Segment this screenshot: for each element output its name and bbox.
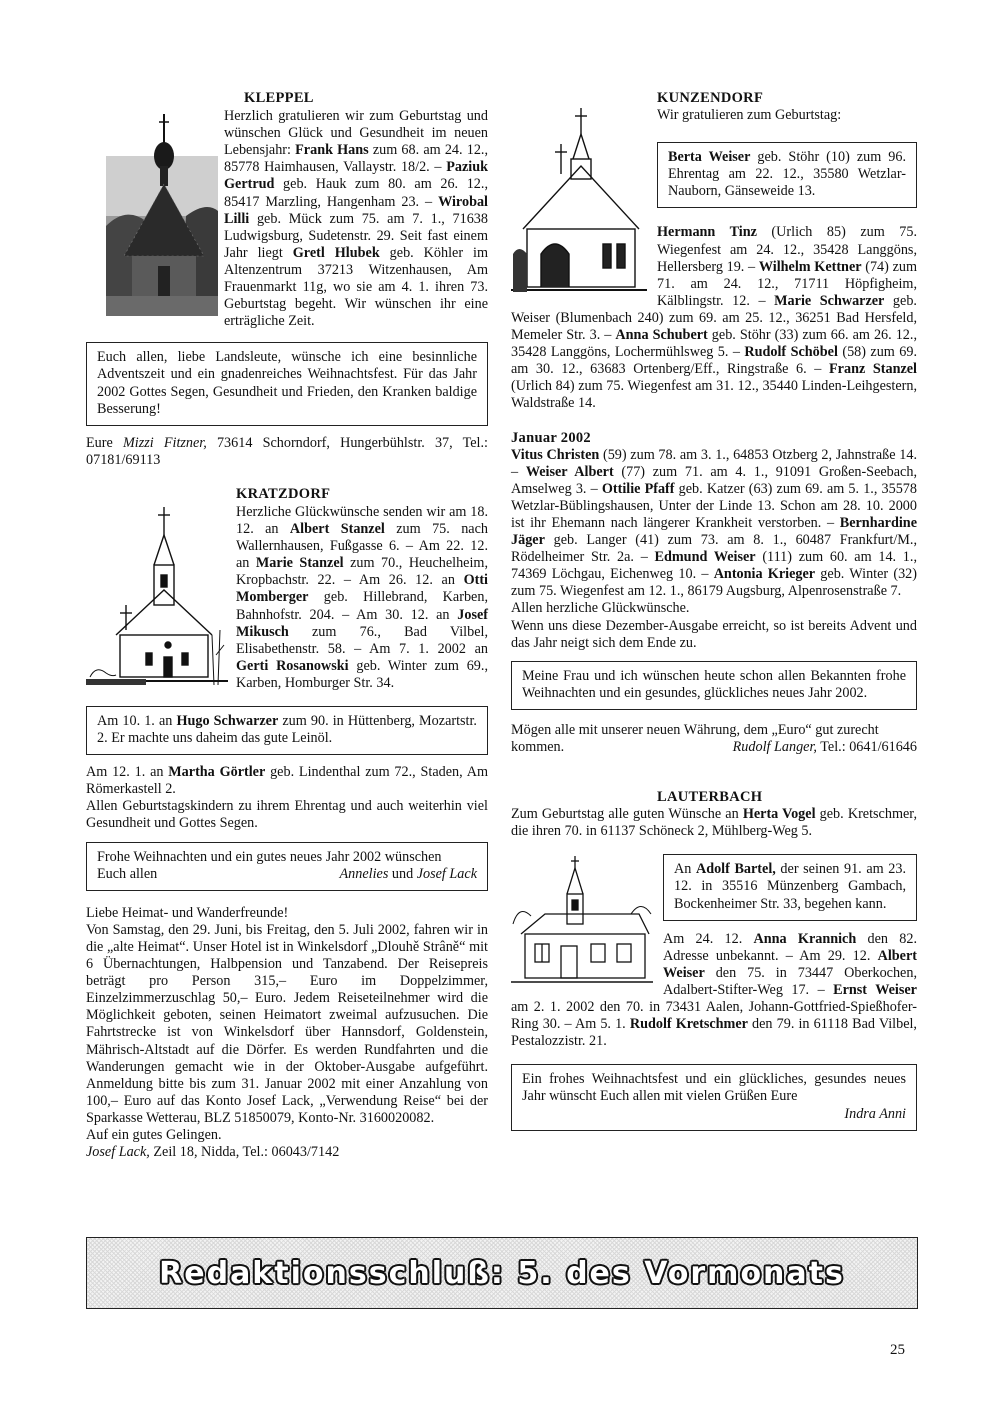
name-otti-momberger: Otti Momberger xyxy=(236,572,488,606)
kleppel-greeting-box: Euch allen, liebe Landsleute, wünsche ich eine besinnliche Adventszeit und ein gnadenreiches Weihnachtsfest. Für das Jahr 2002 Gottes Segen, Gesundheit und Frieden, den Kranken baldige Besserung! xyxy=(86,342,488,425)
name-wirobal-lilli: Wirobal Lilli xyxy=(224,193,488,227)
trip-signature: Josef Lack, Zeil 18, Nidda, Tel.: 06043/7142 xyxy=(86,1144,340,1161)
kratzdorf-blessing: Allen Geburtstagskindern zu ihrem Ehrentag und auch weiterhin viel Gesundheit und Gottes Segen. xyxy=(86,798,488,832)
section-lauterbach xyxy=(511,789,917,1131)
januar-signature: kommen. Rudolf Langer, Tel.: 0641/61646 xyxy=(511,739,917,755)
kunzendorf-berta-box: Berta Weiser geb. Stöhr (10) zum 96. Ehrentag am 22. 12., 35580 Wetzlar-Nauborn, Gänseweide 13. xyxy=(657,142,917,208)
heading-lauterbach: LAUTERBACH xyxy=(657,789,763,806)
januar-wishes: Allen herzliche Glückwünsche. xyxy=(511,600,690,617)
page-number: 25 xyxy=(890,1342,905,1358)
left-column xyxy=(86,90,488,1161)
name-marie-schwarzer: Marie Schwarzer xyxy=(774,292,885,309)
name-albert-weiser: Albert Weiser xyxy=(663,947,917,981)
kratzdorf-text: Herzliche Glückwünsche senden wir am 18. 12. an Albert Stanzel zum 75. nach Wallernhausen, Fußgasse 6. – Am 22. 12. an Marie Stanzel zum 70., Heuchelheim, Kropbachstr. 22. – Am 26. 12. an Otti Momberger geb. Hillebrand, Karben, Bahnhofstr. 204. – Am 30. 12. an Josef Mikusch zum 76., Bad Vilbel, Elisabethenstr. 58. – Am 7. 1. 2002 an Gerti Rosanowski geb. Winter zum 69., Karben, Homburger Str. 34. xyxy=(236,503,488,691)
name-marie-stanzel: Marie Stanzel xyxy=(255,555,344,572)
name-antonia-krieger: Antonia Krieger xyxy=(713,566,816,583)
kleppel-signature: Eure Mizzi Fitzner, 73614 Schorndorf, Hungerbühlstr. 37, Tel.: 07181/69113 xyxy=(86,434,488,468)
heading-kunzendorf: KUNZENDORF xyxy=(657,90,764,106)
section-januar xyxy=(511,430,917,757)
januar-euro: Mögen alle mit unserer neuen Währung, dem „Euro“ gut zurecht xyxy=(511,721,879,738)
name-albert-stanzel: Albert Stanzel xyxy=(289,521,385,538)
januar-text: Vitus Christen (59) zum 78. am 3. 1., 64853 Otzberg 2, Jahnstraße 14. – Weiser Albert (77) zum 71. am 4. 1., 91091 Großen-Seebach, Amselweg 3. – Ottilie Pfaff geb. Katzer (63) zum 69. am 5. 1., 35578 Wetzlar-Büblingshausen, Unter der Linde 13. Schon am 28. 10. 2000 ist ihr Ehemann nach längerer Krankheit verstorben. – Bernhardine Jäger geb. Langer (41) zum 73. am 8. 1., 60487 Frankfurt/M., Rödelheimer Str. 2a. – Edmund Weiser (111) zum 60. am 14. 1., 74369 Löchgau, Eichenweg 10. – Antonia Krieger geb. Winter (32) zum 75. Wiegenfest am 12. 1., 86179 Augsburg, Alpenrosenstraße 7. xyxy=(511,446,917,600)
trip-greeting: Liebe Heimat- und Wanderfreunde! xyxy=(86,904,289,921)
name-rudolf-schoebel: Rudolf Schöbel xyxy=(744,344,838,361)
right-column xyxy=(511,90,917,1131)
section-kunzendorf xyxy=(511,90,917,413)
trip-body: Von Samstag, den 29. Juni, bis Freitag, den 5. Juli 2002, fahren wir in die „alte Heimat“. Unser Hotel ist in Winkelsdorf „Dlouhě Strâně“ mit 6 Übernachtungen, Halbpension und Tanzabend. Der Reisepreis beträgt pro Person 315,– Euro im Doppelzimmer, Einzelzimmerzuschlag 50,– Euro. Jedem Reiseteilnehmer wird die Möglichkeit geboten, seinen Heimatort zweimal aufzusuchen. Die Fahrtstrecke ist von Winkelsdorf über Hannsdorf, Goldenstein, Mährisch-Altstadt auf die Dörfer. Es werden Rundfahrten und die Wanderungen gemacht wie in der Oktober-Ausgabe aufgeführt. Anmeldung bitte bis zum 31. Januar 2002 mit einer Anzahlung von 100,– Euro auf das Konto Josef Lack, „Verwendung Reise“ bei der Sparkasse Wetterau, BLZ 51850079, Konto-Nr. 3160020082. xyxy=(86,921,488,1126)
name-paziuk-gertrud: Paziuk Gertrud xyxy=(224,159,488,193)
heading-januar: Januar 2002 xyxy=(511,429,591,446)
name-josef-mikusch: Josef Mikusch xyxy=(236,606,488,640)
lauterbach-box-signature: Indra Anni xyxy=(844,1105,906,1122)
kleppel-church-photo xyxy=(106,106,218,316)
kratzdorf-church-drawing xyxy=(86,505,228,685)
lauterbach-adolf-box: An Adolf Bartel, der seinen 91. am 23. 12. in 35516 Münzenberg Gambach, Bockenheimer Str. 33, begehen kann. xyxy=(663,854,917,920)
name-gerti-rosanowski: Gerti Rosanowski xyxy=(236,657,349,674)
name-wilhelm-kettner: Wilhelm Kettner xyxy=(758,258,862,275)
name-anna-schubert: Anna Schubert xyxy=(615,327,708,344)
name-franz-stanzel: Franz Stanzel xyxy=(829,361,917,378)
name-hermann-tinz: Hermann Tinz xyxy=(657,224,757,241)
name-rudolf-kretschmer: Rudolf Kretschmer xyxy=(629,1016,748,1033)
kunzendorf-intro: Wir gratulieren zum Geburtstag: xyxy=(657,107,842,124)
name-anna-krannich: Anna Krannich xyxy=(753,930,857,947)
name-adolf-bartel: Adolf Bartel, xyxy=(695,861,776,878)
heading-kleppel: KLEPPEL xyxy=(244,90,314,106)
kunzendorf-text: Hermann Tinz (Urlich 85) zum 75. Wiegenfest am 24. 12., 35428 Langgöns, Hellersberg 19. – Wilhelm Kettner (74) zum 71. am 24. 12., 71711 Höpfigheim, Kälblingstr. 12. – Marie Schwarzer geb. Weiser (Blumenbach 240) zum 69. am 25. 12., 36251 Bad Hersfeld, Memeler Str. 3. – Anna Schubert geb. Stöhr (33) zum 66. am 26. 12., 35428 Langgöns, Lochermühlsweg 5. – Rudolf Schöbel (58) zum 69. am 30. 12., 63683 Ortenberg/Eff., Ringstraße 6. – Franz Stanzel (Urlich 84) zum 75. Wiegenfest am 31. 12., 35440 Linden-Leihgestern, Waldstraße 14. xyxy=(511,224,918,412)
deadline-banner-text: Redaktionsschluß: 5. des Vormonats xyxy=(159,1255,845,1291)
trip-wish: Auf ein gutes Gelingen. xyxy=(86,1126,222,1143)
heading-kratzdorf: KRATZDORF xyxy=(236,485,331,502)
kleppel-text: Herzlich gratulieren wir zum Geburtstag und wünschen Glück und Gesundheit im neuen Lebensjahr: Frank Hans zum 68. am 24. 12., 85778 Haimhausen, Vallaystr. 18/2. – Paziuk Gertrud geb. Hauk zum 80. am 26. 12., 85417 Marzling, Hangenham 23. – Wirobal Lilli geb. Mück zum 75. am 7. 1., 71638 Ludwigsburg, Sudetenstr. 29. Seit fast einem Jahr liegt Gretl Hlubek geb. Köhler im Altenzentrum 37213 Witzenhausen, Am Frauenmarkt 11g, wo sie am 4. 1. ihren 73. Geburtstag begeht. Wir wünschen ihr eine erträgliche Zeit. xyxy=(224,108,488,330)
kratzdorf-christmas-box: Frohe Weihnachten und ein gutes neues Jahr 2002 wünschen Euch allen Annelies und Josef Lack xyxy=(86,842,488,891)
lauterbach-intro: Zum Geburtstag alle guten Wünsche an Herta Vogel geb. Kretschmer, die ihren 70. in 61137 Schöneck 2, Mühlberg-Weg 5. xyxy=(511,806,917,840)
kratzdorf-martha: Am 12. 1. an Martha Görtler geb. Lindenthal zum 72., Staden, Am Römerkastell 2. xyxy=(86,764,488,798)
name-edmund-weiser: Edmund Weiser xyxy=(654,549,756,566)
kratzdorf-hugo-box: Am 10. 1. an Hugo Schwarzer zum 90. in Hüttenberg, Mozartstr. 2. Er machte uns daheim das gute Leinöl. xyxy=(86,706,488,755)
name-hugo-schwarzer: Hugo Schwarzer xyxy=(176,713,279,729)
name-vitus-christen: Vitus Christen xyxy=(511,446,600,463)
name-frank-hans: Frank Hans xyxy=(295,142,369,159)
kunzendorf-church-drawing xyxy=(511,104,647,294)
name-gretl-hlubek: Gretl Hlubek xyxy=(292,244,380,261)
deadline-banner xyxy=(86,1237,918,1309)
name-bernhardine-jaeger: Bernhardine Jäger xyxy=(511,514,917,549)
section-kratzdorf xyxy=(86,486,488,891)
name-ernst-weiser: Ernst Weiser xyxy=(833,981,917,998)
name-berta-weiser: Berta Weiser xyxy=(668,149,751,166)
lauterbach-text: Am 24. 12. Anna Krannich den 82. Adresse unbekannt. – Am 29. 12. Albert Weiser den 75. in 73447 Oberkochen, Adalbert-Stifter-Weg 17. – Ernst Weiser am 2. 1. 2002 den 70. in 73431 Aalen, Johann-Gottfried-Spießhofer-Ring 30. – Am 5. 1. Rudolf Kretschmer den 79. in 61118 Bad Vilbel, Pestalozzistr. 21. xyxy=(511,930,917,1050)
lauterbach-chapel-drawing xyxy=(511,854,653,984)
section-trip xyxy=(86,905,488,1161)
name-weiser-albert: Weiser Albert xyxy=(525,463,614,480)
kratzdorf-box-signature: Annelies und Josef Lack xyxy=(339,865,477,882)
januar-greeting-box: Meine Frau und ich wünschen heute schon allen Bekannten frohe Weihnachten und ein gesundes, glückliches neues Jahr 2002. xyxy=(511,661,917,710)
name-ottilie-pfaff: Ottilie Pfaff xyxy=(601,480,675,497)
section-kleppel xyxy=(86,90,488,469)
lauterbach-greeting-box: Ein frohes Weihnachtsfest und ein glückliches, gesundes neues Jahr wünscht Euch allen mit vielen Grüßen Eure Indra Anni xyxy=(511,1064,917,1130)
januar-advent: Wenn uns diese Dezember-Ausgabe erreicht, so ist bereits Advent und das Jahr neigt sich dem Ende zu. xyxy=(511,617,917,651)
name-herta-vogel: Herta Vogel xyxy=(742,806,816,823)
name-martha-goertler: Martha Görtler xyxy=(168,764,266,781)
